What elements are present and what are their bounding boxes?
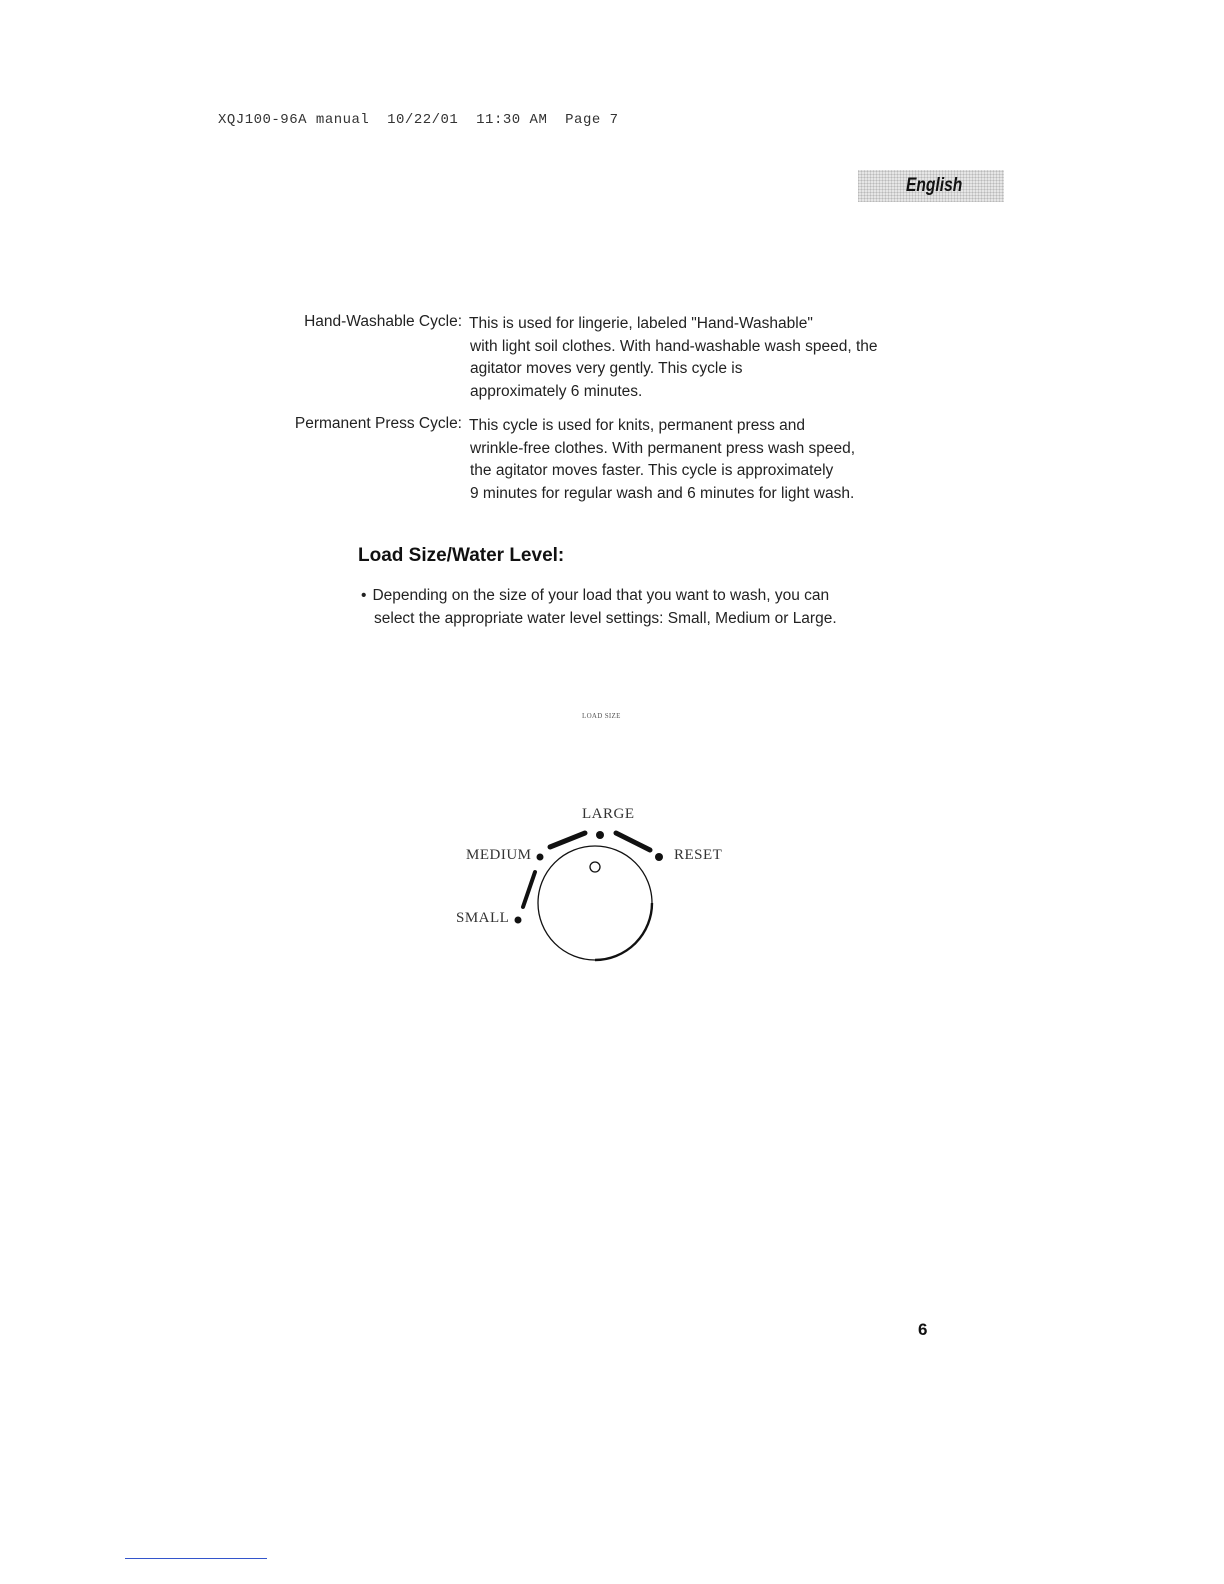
- large-position-dot: [596, 831, 604, 839]
- dial-label-large: LARGE: [582, 806, 635, 822]
- cycle-description-line: 9 minutes for regular wash and 6 minutes for light wash.: [470, 484, 855, 502]
- cycle-description-line: agitator moves very gently. This cycle is: [470, 360, 743, 377]
- cycle-label: Permanent Press Cycle:: [294, 415, 462, 432]
- small-to-medium-arc-mark: [523, 872, 535, 907]
- dial-caption: LOAD SIZE: [582, 712, 621, 720]
- dial-label-medium: MEDIUM: [466, 847, 532, 863]
- cycle-description-line: approximately 6 minutes.: [470, 382, 643, 400]
- dial-pointer-indicator: [590, 862, 600, 872]
- bullet-item: [361, 584, 837, 630]
- page-number: 6: [918, 1320, 928, 1339]
- small-position-dot: [515, 917, 522, 924]
- language-tab-label: English: [906, 175, 963, 196]
- reset-position-dot: [655, 853, 663, 861]
- cycle-description-line: wrinkle-free clothes. With permanent press wash speed,: [470, 439, 856, 457]
- bullet-line: Depending on the size of your load that you want to wash, you can: [372, 587, 830, 604]
- footnote-rule: [125, 1558, 267, 1559]
- large-to-reset-arc-mark: [616, 833, 650, 850]
- cycle-description-line: This cycle is used for knits, permanent press and: [469, 417, 805, 434]
- bullet-line: select the appropriate water level settings: Small, Medium or Large.: [374, 610, 837, 627]
- medium-position-dot: [537, 854, 544, 861]
- cycle-description-line: This is used for lingerie, labeled "Hand-Washable": [469, 315, 813, 332]
- print-header: XQJ100-96A manual 10/22/01 11:30 AM Page 7: [218, 112, 619, 128]
- dial-label-reset: RESET: [674, 847, 723, 863]
- cycle-description: [470, 313, 950, 403]
- language-tab: [858, 170, 1004, 202]
- cycle-description: [470, 415, 950, 505]
- cycle-description-line: the agitator moves faster. This cycle is approximately: [470, 462, 834, 479]
- cycle-label: Hand-Washable Cycle:: [304, 313, 462, 330]
- load-size-dial-diagram: [440, 795, 740, 975]
- section-heading: Load Size/Water Level:: [358, 545, 565, 566]
- cycle-description-line: with light soil clothes. With hand-washable wash speed, the: [470, 337, 878, 355]
- bullet-dot: •: [361, 587, 367, 604]
- medium-to-large-arc-mark: [550, 833, 585, 847]
- dial-label-small: SMALL: [456, 910, 510, 926]
